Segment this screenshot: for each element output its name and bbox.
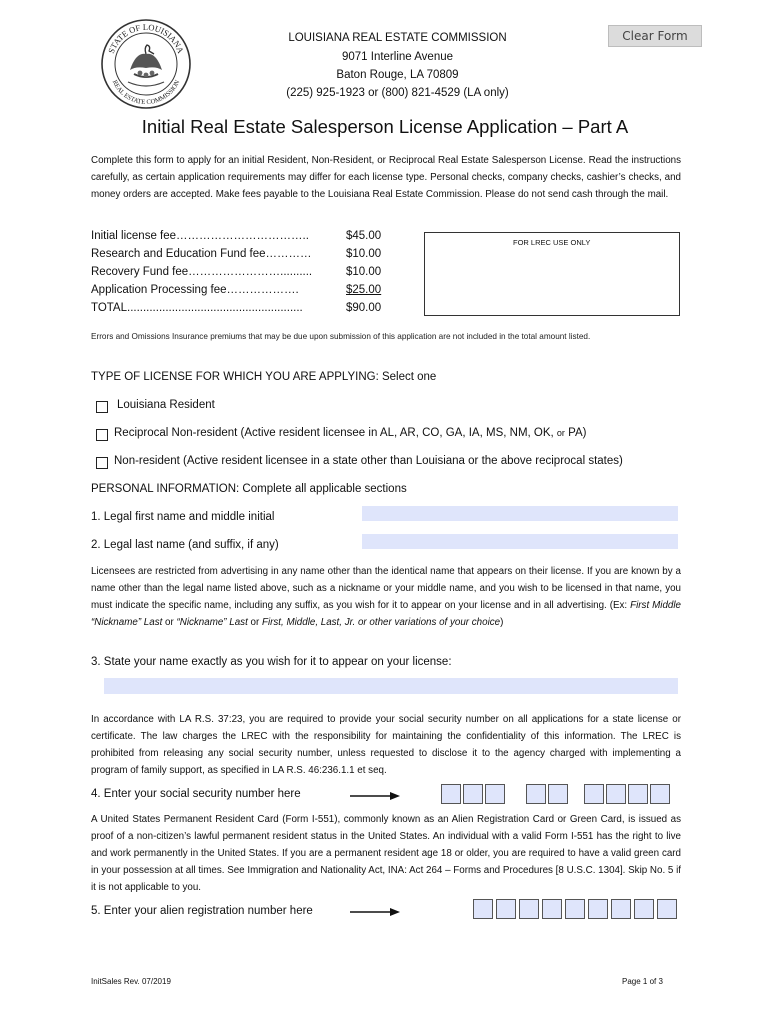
louisiana-resident-checkbox[interactable] [96, 401, 108, 413]
ssn-digit-input[interactable] [548, 784, 568, 804]
alien-digit-input[interactable] [519, 899, 539, 919]
ssn-digit-input[interactable] [463, 784, 483, 804]
eo-insurance-note: Errors and Omissions Insurance premiums that may be due upon submission of this application are not included in the total amount listed. [91, 332, 591, 341]
personal-info-heading: PERSONAL INFORMATION: Complete all applicable sections [91, 483, 407, 495]
header-phone: (225) 925-1923 or (800) 821-4529 (LA only) [286, 87, 509, 99]
lrec-use-only-label: FOR LREC USE ONLY [513, 238, 591, 247]
advert-example-2: “Nickname” Last [176, 617, 248, 628]
reciprocal-nonresident-label [114, 427, 586, 439]
alien-digit-input[interactable] [657, 899, 677, 919]
louisiana-resident-label: Louisiana Resident [117, 399, 215, 411]
advert-example-1: First Middle “Nickname” Last [91, 600, 681, 628]
ssn-digit-input[interactable] [628, 784, 648, 804]
alien-digit-input[interactable] [588, 899, 608, 919]
header-address-line-1: 9071 Interline Avenue [341, 51, 454, 63]
ssn-digit-input[interactable] [606, 784, 626, 804]
louisiana-seal-logo [100, 18, 192, 110]
seal-bottom-text: REAL ESTATE COMMISSION [110, 79, 182, 107]
alien-digit-input[interactable] [634, 899, 654, 919]
advert-end: ) [500, 617, 504, 628]
advert-or-2: or [247, 617, 262, 628]
legal-last-name-field[interactable] [362, 534, 678, 549]
reciprocal-nonresident-checkbox[interactable] [96, 429, 108, 441]
fee-total-row [91, 299, 401, 317]
alien-digit-input[interactable] [565, 899, 585, 919]
page-title: Initial Real Estate Salesperson License Application – Part A [141, 116, 629, 137]
alien-digit-input[interactable] [496, 899, 516, 919]
arrow-right-icon [350, 907, 400, 917]
ssn-digit-input[interactable] [584, 784, 604, 804]
ssn-input-group [441, 784, 681, 804]
q1-label: 1. Legal first name and middle initial [91, 511, 275, 523]
advertising-paragraph [91, 563, 681, 631]
fee-amount: $25.00 [346, 284, 382, 296]
seal-top-text: STATE OF LOUISIANA [105, 21, 187, 55]
ssn-digit-input[interactable] [485, 784, 505, 804]
footer-revision: InitSales Rev. 07/2019 [91, 977, 171, 986]
fee-amount: $90.00 [346, 302, 382, 314]
fee-label: Initial license fee…………………………….. [91, 230, 309, 242]
license-display-name-field[interactable] [104, 678, 678, 694]
fee-amount: $10.00 [346, 248, 382, 260]
reciprocal-or: or [556, 428, 565, 438]
advert-text: Licensees are restricted from advertising in any name other than the identical name that appears on their license. If you are known by a name other than the legal name listed above, such as a nickname or your middle name, and you wish to be licensed in that name, you must indicate the specific name, including any suffix, as you wish for it to appear on your license and in all advertising. (Ex: [91, 566, 681, 611]
fee-row [91, 227, 401, 245]
reciprocal-text: Reciprocal Non-resident (Active resident licensee in AL, AR, CO, GA, IA, MS, NM, OK, [114, 427, 557, 439]
ssn-paragraph: In accordance with LA R.S. 37:23, you are required to provide your social security number on all applications for a state license or certificate. The law charges the LREC with the responsibility for maintaining the confidentiality of this information. The LREC is prohibited from releasing any social security number, unless requested to disclose it to the agency charged with implementing a program of family support, as specified in LA R.S. 46:236.1.1 et seq. [91, 714, 681, 776]
nonresident-label: Non-resident (Active resident licensee in a state other than Louisiana or the above reciprocal states) [114, 455, 623, 467]
q3-label: 3. State your name exactly as you wish for it to appear on your license: [91, 656, 452, 668]
intro-paragraph: Complete this form to apply for an initial Resident, Non-Resident, or Reciprocal Real Estate Salesperson License. Read the instructions carefully, as certain application requirements may differ for each license type. Personal checks, company checks, cashier’s checks, and money orders are accepted. Make fees payable to the Louisiana Real Estate Commission. Please do not send cash through the mail. [91, 155, 681, 200]
fee-label: TOTAL....................................................... [91, 302, 303, 314]
lrec-use-only-box [424, 232, 680, 316]
license-type-heading: TYPE OF LICENSE FOR WHICH YOU ARE APPLYING: Select one [91, 371, 437, 383]
nonresident-checkbox[interactable] [96, 457, 108, 469]
header-address-line-2: Baton Rouge, LA 70809 [336, 69, 459, 81]
ssn-digit-input[interactable] [441, 784, 461, 804]
alien-digit-input[interactable] [611, 899, 631, 919]
clear-form-button[interactable]: Clear Form [608, 25, 702, 47]
alien-card-paragraph: A United States Permanent Resident Card (Form I-551), commonly known as an Alien Registration Card or Green Card, is issued as proof of a non-citizen’s lawful permanent resident status in the United States. An individual with a valid Form I-551 has the right to live and work permanently in the United States. If you are a permanent resident age 18 or older, you are required to have a valid green card in your possession at all times. See Immigration and Nationality Act, INA: Act 264 – Forms and Procedures [8 U.S.C. 1304]. Skip No. 5 if it is not applicable to you. [91, 814, 681, 893]
ssn-digit-input[interactable] [526, 784, 546, 804]
ssn-digit-input[interactable] [650, 784, 670, 804]
fee-row [91, 281, 401, 299]
fee-label: Research and Education Fund fee………… [91, 248, 312, 260]
legal-first-name-field[interactable] [362, 506, 678, 521]
advert-or-1: or [162, 617, 177, 628]
fee-row [91, 263, 401, 281]
alien-number-input-group [473, 899, 683, 919]
footer-page-number: Page 1 of 3 [622, 977, 663, 986]
q4-label: 4. Enter your social security number here [91, 788, 301, 800]
reciprocal-tail: PA) [564, 427, 587, 439]
alien-digit-input[interactable] [542, 899, 562, 919]
fee-amount: $10.00 [346, 266, 382, 278]
fee-row [91, 245, 401, 263]
fee-label: Recovery Fund fee…………………….......... [91, 266, 313, 278]
q5-label: 5. Enter your alien registration number here [91, 905, 313, 917]
q2-label: 2. Legal last name (and suffix, if any) [91, 539, 279, 551]
alien-digit-input[interactable] [473, 899, 493, 919]
advert-example-3: First, Middle, Last, Jr. or other variations of your choice [261, 617, 501, 628]
fee-amount: $45.00 [346, 230, 382, 242]
arrow-right-icon [350, 791, 400, 801]
fee-label: Application Processing fee………………. [91, 284, 299, 296]
header-org-name: LOUISIANA REAL ESTATE COMMISSION [288, 32, 507, 44]
